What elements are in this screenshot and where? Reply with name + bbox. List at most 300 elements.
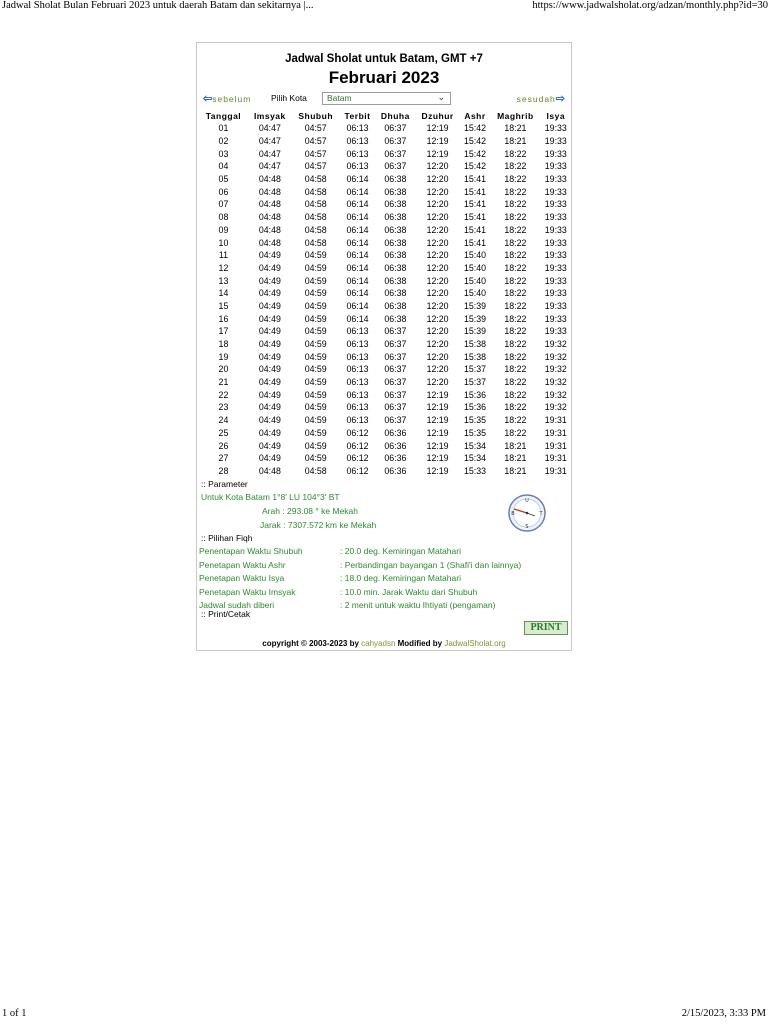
table-cell: 18:22 xyxy=(504,186,527,197)
parameter-heading: :: Parameter xyxy=(201,479,248,489)
table-cell: 04:48 xyxy=(258,212,281,223)
table-cell: 12:19 xyxy=(426,389,449,400)
table-cell: 04:49 xyxy=(258,402,281,413)
table-cell: 19:31 xyxy=(544,465,567,476)
table-cell: 06:14 xyxy=(346,199,369,210)
table-row xyxy=(199,338,571,351)
modified-by-text: Modified by xyxy=(397,639,443,648)
table-cell: 13 xyxy=(218,275,229,286)
table-cell: 12:20 xyxy=(426,212,449,223)
table-cell: 04:47 xyxy=(258,148,281,159)
table-cell: 06:14 xyxy=(346,275,369,286)
page-number: 1 of 1 xyxy=(2,1008,27,1019)
table-cell: 19:33 xyxy=(544,237,567,248)
table-cell: 15:39 xyxy=(463,313,486,324)
table-cell: 18:22 xyxy=(504,402,527,413)
table-cell: 06:14 xyxy=(346,212,369,223)
table-cell: 04:48 xyxy=(258,465,281,476)
table-cell: 11 xyxy=(218,250,229,261)
table-row xyxy=(199,262,571,275)
table-cell: 06:36 xyxy=(384,427,407,438)
table-cell: 18:22 xyxy=(504,377,527,388)
browser-page-title: Jadwal Sholat Bulan Februari 2023 untuk daerah Batam dan sekitarnya |... xyxy=(2,0,314,11)
table-cell: 04:59 xyxy=(304,262,327,273)
table-cell: 06:38 xyxy=(384,212,407,223)
table-cell: 15:40 xyxy=(463,262,486,273)
table-cell: 15:39 xyxy=(463,300,486,311)
table-cell: 04:48 xyxy=(258,186,281,197)
table-cell: 04:49 xyxy=(258,339,281,350)
table-cell: 06:38 xyxy=(384,275,407,286)
table-cell: 06:12 xyxy=(346,427,369,438)
table-row xyxy=(199,185,571,198)
table-cell: 12:20 xyxy=(426,313,449,324)
table-cell: 15:42 xyxy=(463,136,486,147)
table-cell: 15:34 xyxy=(463,453,486,464)
table-cell: 04:58 xyxy=(304,186,327,197)
table-cell: 18:21 xyxy=(504,440,527,451)
table-cell: 06:13 xyxy=(346,326,369,337)
table-cell: 18:22 xyxy=(504,148,527,159)
table-cell: 06:13 xyxy=(346,415,369,426)
fiqh-label: Jadwal sudah diberi xyxy=(199,600,275,610)
table-cell: 06:13 xyxy=(346,364,369,375)
table-cell: 18:22 xyxy=(504,224,527,235)
browser-url[interactable]: https://www.jadwalsholat.org/adzan/monthly.php?id=30 xyxy=(532,0,768,11)
table-cell: 15:36 xyxy=(463,402,486,413)
table-cell: 15:35 xyxy=(463,415,486,426)
table-body xyxy=(199,122,571,477)
table-cell: 04:59 xyxy=(304,250,327,261)
fiqh-value: : 20.0 deg. Kemiringan Matahari xyxy=(340,546,461,556)
table-cell: 04:59 xyxy=(304,275,327,286)
table-cell: 06:38 xyxy=(384,199,407,210)
table-cell: 19:31 xyxy=(544,440,567,451)
table-cell: 19:33 xyxy=(544,161,567,172)
location-text: Untuk Kota Batam 1°8' LU 104°3' BT xyxy=(201,492,340,502)
table-cell: 06:37 xyxy=(384,136,407,147)
table-cell: 18:22 xyxy=(504,389,527,400)
table-cell: 15:38 xyxy=(463,351,486,362)
table-cell: 18:22 xyxy=(504,174,527,185)
table-cell: 04:59 xyxy=(304,364,327,375)
right-arrow-icon: ⇨ xyxy=(555,93,565,105)
table-cell: 04:48 xyxy=(258,199,281,210)
table-cell: 04:49 xyxy=(258,377,281,388)
table-cell: 04:57 xyxy=(304,136,327,147)
table-row xyxy=(199,376,571,389)
table-cell: 05 xyxy=(218,174,229,185)
column-header: Imsyak xyxy=(253,110,286,121)
table-cell: 18:22 xyxy=(504,364,527,375)
table-cell: 19:33 xyxy=(544,313,567,324)
mecca-distance: Jarak : 7307.572 km ke Mekah xyxy=(260,520,377,530)
fiqh-label: Penetapan Waktu Imsyak xyxy=(199,586,296,597)
table-cell: 04:49 xyxy=(258,453,281,464)
table-row xyxy=(199,465,571,478)
table-cell: 21 xyxy=(218,377,229,388)
fiqh-value: : Perbandingan bayangan 1 (Shafi'i dan lainnya) xyxy=(340,559,522,570)
table-cell: 19:33 xyxy=(544,262,567,273)
table-cell: 18:21 xyxy=(504,453,527,464)
column-header: Terbit xyxy=(344,110,371,121)
table-cell: 12:20 xyxy=(426,288,449,299)
table-cell: 02 xyxy=(218,136,229,147)
table-cell: 04:57 xyxy=(304,123,327,134)
table-row xyxy=(199,388,571,401)
table-row xyxy=(199,439,571,452)
table-cell: 06:13 xyxy=(346,136,369,147)
table-row xyxy=(199,135,571,148)
table-cell: 04:59 xyxy=(304,326,327,337)
table-cell: 04:58 xyxy=(304,174,327,185)
table-cell: 15:38 xyxy=(463,339,486,350)
table-row xyxy=(199,287,571,300)
table-cell: 15:37 xyxy=(463,364,486,375)
svg-text:U: U xyxy=(525,498,529,504)
table-cell: 06:14 xyxy=(346,300,369,311)
table-cell: 12:19 xyxy=(426,415,449,426)
fiqh-value: : 2 menit untuk waktu Ihtiyati (pengaman) xyxy=(340,600,496,610)
table-cell: 15:41 xyxy=(463,186,486,197)
table-cell: 04:59 xyxy=(304,300,327,311)
table-cell: 18:22 xyxy=(504,351,527,362)
table-row xyxy=(199,363,571,376)
column-header: Maghrib xyxy=(497,110,534,121)
fiqh-value: : 18.0 deg. Kemiringan Matahari xyxy=(340,573,461,583)
table-cell: 06 xyxy=(218,186,229,197)
table-cell: 04:57 xyxy=(304,161,327,172)
city-select-value: Batam xyxy=(327,93,352,103)
city-select[interactable] xyxy=(322,92,451,105)
table-row xyxy=(199,427,571,440)
table-cell: 28 xyxy=(218,465,229,476)
table-cell: 06:14 xyxy=(346,237,369,248)
table-row xyxy=(199,147,571,160)
table-cell: 19:32 xyxy=(544,364,567,375)
table-cell: 04:47 xyxy=(258,123,281,134)
city-select-label: Pilih Kota xyxy=(271,93,307,103)
fiqh-label: Penetapan Waktu Ashr xyxy=(199,559,286,570)
table-cell: 04:48 xyxy=(258,174,281,185)
table-cell: 15:34 xyxy=(463,440,486,451)
table-cell: 15:39 xyxy=(463,326,486,337)
table-cell: 12:20 xyxy=(426,161,449,172)
table-cell: 04:49 xyxy=(258,427,281,438)
table-cell: 06:38 xyxy=(384,174,407,185)
table-cell: 04:49 xyxy=(258,415,281,426)
table-cell: 19:33 xyxy=(544,123,567,134)
table-cell: 19:33 xyxy=(544,199,567,210)
table-cell: 10 xyxy=(218,237,229,248)
table-cell: 12 xyxy=(218,262,229,273)
table-cell: 12:20 xyxy=(426,199,449,210)
table-cell: 19:33 xyxy=(544,250,567,261)
table-cell: 06:37 xyxy=(384,402,407,413)
table-cell: 19:31 xyxy=(544,427,567,438)
table-cell: 12:20 xyxy=(426,250,449,261)
table-cell: 18:22 xyxy=(504,339,527,350)
table-cell: 06:38 xyxy=(384,186,407,197)
table-cell: 15:42 xyxy=(463,161,486,172)
month-navigation xyxy=(201,92,567,106)
table-cell: 04:59 xyxy=(304,288,327,299)
table-row xyxy=(199,274,571,287)
print-datetime: 2/15/2023, 3:33 PM xyxy=(681,1008,766,1019)
table-cell: 19:32 xyxy=(544,377,567,388)
copyright-text: copyright © 2003-2023 by xyxy=(262,639,359,648)
column-header: Ashr xyxy=(464,110,486,121)
table-cell: 18:22 xyxy=(504,199,527,210)
table-cell: 06:37 xyxy=(384,123,407,134)
table-cell: 06:36 xyxy=(384,465,407,476)
table-cell: 04:49 xyxy=(258,326,281,337)
table-cell: 19:33 xyxy=(544,186,567,197)
qibla-compass-icon xyxy=(505,493,549,533)
table-cell: 06:14 xyxy=(346,288,369,299)
table-cell: 15:42 xyxy=(463,148,486,159)
table-cell: 03 xyxy=(218,148,229,159)
table-cell: 12:20 xyxy=(426,224,449,235)
table-cell: 06:37 xyxy=(384,148,407,159)
table-cell: 04:48 xyxy=(258,224,281,235)
table-cell: 12:20 xyxy=(426,351,449,362)
prayer-schedule-table xyxy=(199,109,571,477)
table-cell: 04:49 xyxy=(258,262,281,273)
table-cell: 19:33 xyxy=(544,136,567,147)
table-cell: 18:22 xyxy=(504,300,527,311)
table-cell: 12:20 xyxy=(426,174,449,185)
table-cell: 20 xyxy=(218,364,229,375)
table-cell: 12:19 xyxy=(426,440,449,451)
table-cell: 04:59 xyxy=(304,402,327,413)
table-cell: 04:49 xyxy=(258,313,281,324)
table-cell: 06:14 xyxy=(346,186,369,197)
table-cell: 17 xyxy=(218,326,229,337)
table-cell: 19 xyxy=(218,351,229,362)
table-cell: 12:19 xyxy=(426,427,449,438)
table-cell: 06:14 xyxy=(346,174,369,185)
table-cell: 04:57 xyxy=(304,148,327,159)
table-cell: 06:38 xyxy=(384,288,407,299)
table-cell: 06:13 xyxy=(346,389,369,400)
table-cell: 12:20 xyxy=(426,364,449,375)
table-cell: 12:19 xyxy=(426,136,449,147)
table-cell: 06:37 xyxy=(384,326,407,337)
table-cell: 19:33 xyxy=(544,300,567,311)
table-cell: 26 xyxy=(218,440,229,451)
table-row xyxy=(199,122,571,135)
table-cell: 12:19 xyxy=(426,453,449,464)
table-cell: 04:49 xyxy=(258,351,281,362)
table-cell: 15:35 xyxy=(463,427,486,438)
table-cell: 04:58 xyxy=(304,199,327,210)
left-arrow-icon: ⇦ xyxy=(203,93,213,105)
table-cell: 19:33 xyxy=(544,148,567,159)
table-cell: 06:12 xyxy=(346,465,369,476)
print-footer xyxy=(0,1008,768,1024)
table-cell: 12:20 xyxy=(426,377,449,388)
table-row xyxy=(199,211,571,224)
table-cell: 06:36 xyxy=(384,440,407,451)
table-cell: 19:32 xyxy=(544,389,567,400)
table-cell: 04:59 xyxy=(304,453,327,464)
table-cell: 18 xyxy=(218,339,229,350)
table-row xyxy=(199,249,571,262)
qibla-direction: Arah : 293.08 ° ke Mekah xyxy=(262,506,359,516)
table-cell: 04:58 xyxy=(304,224,327,235)
table-cell: 15:33 xyxy=(463,465,486,476)
table-row xyxy=(199,414,571,427)
table-cell: 04:58 xyxy=(304,237,327,248)
table-cell: 16 xyxy=(218,313,229,324)
table-cell: 12:19 xyxy=(426,123,449,134)
table-cell: 06:37 xyxy=(384,377,407,388)
table-cell: 06:13 xyxy=(346,402,369,413)
table-cell: 12:20 xyxy=(426,275,449,286)
table-cell: 18:22 xyxy=(504,275,527,286)
column-header: Shubuh xyxy=(298,110,334,121)
table-cell: 19:33 xyxy=(544,275,567,286)
fiqh-label: Penetapan Waktu Isya xyxy=(199,573,285,583)
table-cell: 19:32 xyxy=(544,339,567,350)
table-row xyxy=(199,325,571,338)
table-cell: 22 xyxy=(218,389,229,400)
table-cell: 19:31 xyxy=(544,415,567,426)
table-cell: 14 xyxy=(218,288,229,299)
table-cell: 12:20 xyxy=(426,326,449,337)
table-cell: 09 xyxy=(218,224,229,235)
table-cell: 06:37 xyxy=(384,161,407,172)
svg-text:T: T xyxy=(539,511,543,517)
table-cell: 06:36 xyxy=(384,453,407,464)
table-cell: 18:21 xyxy=(504,465,527,476)
table-cell: 06:14 xyxy=(346,313,369,324)
table-cell: 19:32 xyxy=(544,351,567,362)
table-cell: 06:13 xyxy=(346,351,369,362)
fiqh-heading: :: Pilihan Fiqh xyxy=(201,533,253,543)
table-cell: 18:21 xyxy=(504,136,527,147)
table-cell: 15:41 xyxy=(463,174,486,185)
column-header: Dzuhur xyxy=(421,110,454,121)
table-cell: 06:14 xyxy=(346,262,369,273)
table-cell: 15:41 xyxy=(463,199,486,210)
table-cell: 04:49 xyxy=(258,389,281,400)
table-cell: 06:37 xyxy=(384,339,407,350)
table-row xyxy=(199,198,571,211)
next-month-link[interactable] xyxy=(517,92,565,105)
table-cell: 06:37 xyxy=(384,351,407,362)
table-row xyxy=(199,224,571,237)
next-month-label: sesudah xyxy=(516,94,556,104)
table-cell: 19:33 xyxy=(544,288,567,299)
svg-text:B: B xyxy=(511,511,515,517)
table-cell: 04:59 xyxy=(304,339,327,350)
table-cell: 18:22 xyxy=(504,288,527,299)
table-row xyxy=(199,173,571,186)
table-cell: 15:41 xyxy=(463,212,486,223)
table-cell: 27 xyxy=(218,453,229,464)
author-link[interactable]: cahyadsn xyxy=(361,639,396,648)
table-cell: 04:47 xyxy=(258,136,281,147)
table-cell: 19:33 xyxy=(544,224,567,235)
prev-month-label: sebelum xyxy=(212,94,252,104)
table-cell: 15:37 xyxy=(463,377,486,388)
table-row xyxy=(199,452,571,465)
page-title: Februari 2023 xyxy=(328,68,440,87)
table-cell: 12:20 xyxy=(426,339,449,350)
table-cell: 23 xyxy=(218,402,229,413)
site-link[interactable]: JadwalSholat.org xyxy=(444,639,506,648)
table-cell: 15:40 xyxy=(463,250,486,261)
table-cell: 12:20 xyxy=(426,262,449,273)
table-cell: 15:42 xyxy=(463,123,486,134)
table-cell: 19:32 xyxy=(544,402,567,413)
copyright xyxy=(197,639,571,648)
table-cell: 04:49 xyxy=(258,250,281,261)
schedule-panel xyxy=(196,42,572,651)
table-cell: 04:58 xyxy=(304,212,327,223)
table-cell: 06:38 xyxy=(384,237,407,248)
table-cell: 06:37 xyxy=(384,364,407,375)
table-cell: 06:13 xyxy=(346,148,369,159)
prev-month-link[interactable] xyxy=(203,92,251,105)
page-subtitle: Jadwal Sholat untuk Batam, GMT +7 xyxy=(285,53,483,65)
table-cell: 15:40 xyxy=(463,275,486,286)
table-cell: 04:47 xyxy=(258,161,281,172)
table-cell: 06:12 xyxy=(346,453,369,464)
table-header-row xyxy=(199,109,571,122)
table-cell: 18:21 xyxy=(504,123,527,134)
table-cell: 04:59 xyxy=(304,377,327,388)
table-row xyxy=(199,312,571,325)
table-cell: 04:59 xyxy=(304,351,327,362)
table-cell: 06:38 xyxy=(384,224,407,235)
table-cell: 12:20 xyxy=(426,300,449,311)
chevron-down-icon: ⌄ xyxy=(437,92,445,102)
table-cell: 08 xyxy=(218,212,229,223)
fiqh-value: : 10.0 min. Jarak Waktu dari Shubuh xyxy=(340,586,478,597)
table-cell: 12:19 xyxy=(426,148,449,159)
table-row xyxy=(199,236,571,249)
table-cell: 06:13 xyxy=(346,123,369,134)
table-cell: 18:22 xyxy=(504,237,527,248)
table-cell: 06:12 xyxy=(346,440,369,451)
table-cell: 04:49 xyxy=(258,440,281,451)
table-row xyxy=(199,401,571,414)
column-header: Dhuha xyxy=(380,110,410,121)
table-cell: 25 xyxy=(218,427,229,438)
table-row xyxy=(199,350,571,363)
print-button[interactable]: PRINT xyxy=(524,621,568,635)
table-cell: 06:38 xyxy=(384,262,407,273)
column-header: Isya xyxy=(546,110,566,121)
table-cell: 24 xyxy=(218,415,229,426)
table-cell: 12:19 xyxy=(426,402,449,413)
table-cell: 04:59 xyxy=(304,389,327,400)
table-cell: 04:58 xyxy=(304,465,327,476)
fiqh-label: Penentapan Waktu Shubuh xyxy=(199,546,303,556)
table-cell: 18:22 xyxy=(504,262,527,273)
table-cell: 04:49 xyxy=(258,275,281,286)
table-cell: 06:13 xyxy=(346,339,369,350)
table-cell: 06:13 xyxy=(346,161,369,172)
table-cell: 12:19 xyxy=(426,465,449,476)
table-cell: 18:22 xyxy=(504,427,527,438)
table-cell: 04:59 xyxy=(304,313,327,324)
table-cell: 04:48 xyxy=(258,237,281,248)
table-cell: 19:33 xyxy=(544,326,567,337)
